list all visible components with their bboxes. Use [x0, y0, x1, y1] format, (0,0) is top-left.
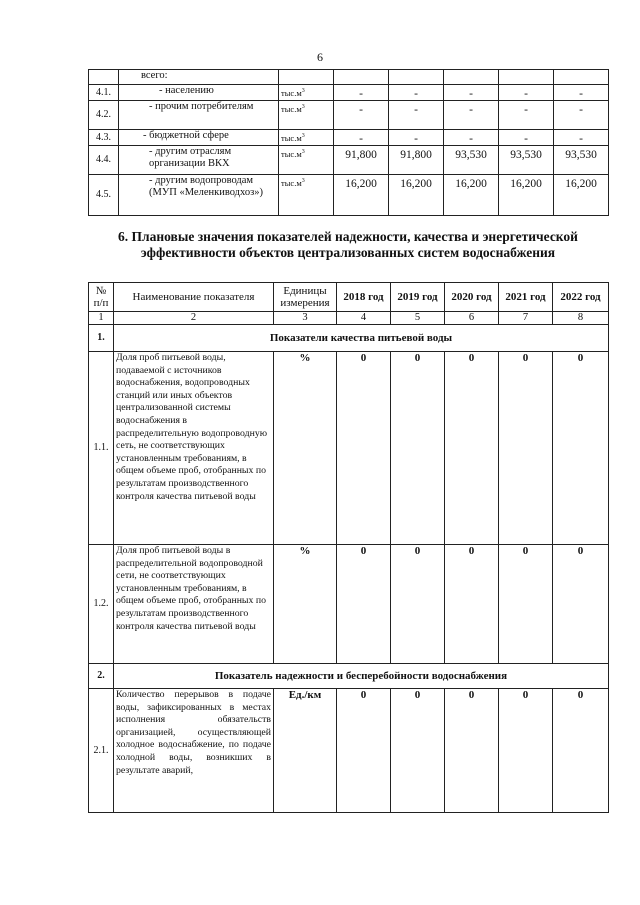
row-name: всего:: [119, 70, 279, 85]
row-number: 4.3.: [89, 130, 119, 146]
table-row: [89, 130, 609, 146]
value-cell: 16,200: [444, 175, 499, 216]
header-year: 2021 год: [499, 283, 553, 312]
value-cell: 0: [553, 352, 609, 545]
row-name: - населению: [119, 85, 279, 101]
section-number: 1.: [89, 325, 114, 352]
value-cell: -: [334, 101, 389, 130]
indicator-unit: Ед./км: [274, 689, 337, 813]
value-cell: 93,530: [554, 146, 609, 175]
row-number: 1.2.: [89, 545, 114, 664]
column-number: 7: [499, 312, 553, 325]
table-row: [89, 545, 609, 664]
table-row: [89, 352, 609, 545]
value-cell: 0: [499, 352, 553, 545]
row-unit: [279, 175, 334, 216]
value-cell: 0: [499, 545, 553, 664]
value-cell: 0: [337, 689, 391, 813]
table-header-row: [89, 283, 609, 312]
row-number: 4.4.: [89, 146, 119, 175]
value-cell: 93,530: [444, 146, 499, 175]
section-number: 2.: [89, 664, 114, 689]
table-row: [89, 146, 609, 175]
value-cell: 0: [445, 545, 499, 664]
table-row: [89, 70, 609, 85]
section-title: Показатель надежности и бесперебойности водоснабжения: [114, 664, 609, 689]
table-row: [89, 175, 609, 216]
indicator-unit: %: [274, 545, 337, 664]
header-num: № п/п: [89, 283, 114, 312]
unit-superscript: 3: [301, 149, 305, 155]
row-number: 4.1.: [89, 85, 119, 101]
value-cell: -: [334, 85, 389, 101]
column-number: 3: [274, 312, 337, 325]
unit-text: тыс.м: [281, 87, 302, 98]
unit-superscript: 3: [301, 178, 305, 184]
indicator-name: Доля проб питьевой воды, подаваемой с источников водоснабжения, водопроводных станций или иных объектов централизованной системы водоснабжения в распределительную водопроводную сеть, не соответствующих установленным требованиям, в общем объеме проб, отобранных по результатам производственного контроля качества питьевой воды: [114, 352, 274, 545]
row-number: [89, 70, 119, 85]
header-unit: Единицы измерения: [274, 283, 337, 312]
page-number: 6: [317, 50, 323, 64]
value-cell: [499, 70, 554, 85]
value-cell: 0: [391, 545, 445, 664]
section-row: [89, 325, 609, 352]
value-cell: 0: [337, 545, 391, 664]
row-number: 2.1.: [89, 689, 114, 813]
indicator-name: Доля проб питьевой воды в распределительной водопроводной сети, не соответствующих установленным требованиям, в общем объеме проб, отобранных по результатам производственного контроля качества питьевой воды: [114, 545, 274, 664]
row-number: 4.5.: [89, 175, 119, 216]
section-title: Показатели качества питьевой воды: [114, 325, 609, 352]
table-row: [89, 689, 609, 813]
row-unit: [279, 130, 334, 146]
header-year: 2022 год: [553, 283, 609, 312]
value-cell: 16,200: [554, 175, 609, 216]
row-unit: [279, 70, 334, 85]
unit-superscript: 3: [301, 88, 305, 94]
supply-volume-table: [88, 69, 609, 216]
value-cell: -: [444, 101, 499, 130]
value-cell: 0: [445, 689, 499, 813]
value-cell: -: [444, 130, 499, 146]
value-cell: [554, 70, 609, 85]
row-name: - бюджетной сфере: [119, 130, 279, 146]
column-number: 6: [445, 312, 499, 325]
unit-superscript: 3: [301, 133, 305, 139]
row-unit: [279, 101, 334, 130]
value-cell: 0: [499, 689, 553, 813]
indicators-table: [88, 282, 609, 813]
value-cell: -: [389, 101, 444, 130]
unit-text: тыс.м: [281, 177, 302, 188]
column-number: 1: [89, 312, 114, 325]
value-cell: 93,530: [499, 146, 554, 175]
header-name: Наименование показателя: [114, 283, 274, 312]
value-cell: 0: [553, 689, 609, 813]
value-cell: -: [554, 101, 609, 130]
column-number: 8: [553, 312, 609, 325]
row-name: - другим отраслям организации ВКХ: [119, 146, 279, 175]
value-cell: [389, 70, 444, 85]
value-cell: 0: [391, 689, 445, 813]
row-number: 1.1.: [89, 352, 114, 545]
indicator-name: Количество перерывов в подаче воды, зафиксированных в местах исполнения обязательств организацией, осуществляющей холодное водоснабжение, по подаче холодной воды, возникших в результате аварий,: [114, 689, 274, 813]
header-year: 2020 год: [445, 283, 499, 312]
indicator-unit: %: [274, 352, 337, 545]
header-year: 2019 год: [391, 283, 445, 312]
unit-text: тыс.м: [281, 148, 302, 159]
value-cell: 0: [553, 545, 609, 664]
value-cell: 16,200: [334, 175, 389, 216]
unit-text: тыс.м: [281, 103, 302, 114]
value-cell: -: [499, 85, 554, 101]
value-cell: -: [444, 85, 499, 101]
value-cell: -: [389, 130, 444, 146]
row-name: - прочим потребителям: [119, 101, 279, 130]
table-row: [89, 85, 609, 101]
value-cell: [444, 70, 499, 85]
row-unit: [279, 146, 334, 175]
column-number: 2: [114, 312, 274, 325]
value-cell: 16,200: [499, 175, 554, 216]
value-cell: -: [499, 130, 554, 146]
value-cell: 91,800: [389, 146, 444, 175]
unit-superscript: 3: [301, 104, 305, 110]
row-unit: [279, 85, 334, 101]
value-cell: 16,200: [389, 175, 444, 216]
value-cell: [334, 70, 389, 85]
column-number-row: [89, 312, 609, 325]
table-row: [89, 101, 609, 130]
value-cell: 0: [445, 352, 499, 545]
section-6-title: 6. Плановые значения показателей надежности, качества и энергетической эффективности объектов централизованных систем водоснабжения: [118, 229, 578, 260]
value-cell: 0: [337, 352, 391, 545]
value-cell: -: [554, 85, 609, 101]
value-cell: 91,800: [334, 146, 389, 175]
unit-text: тыс.м: [281, 132, 302, 143]
value-cell: 0: [391, 352, 445, 545]
row-name: - другим водопроводам (МУП «Меленкиводхоз»): [119, 175, 279, 216]
column-number: 4: [337, 312, 391, 325]
value-cell: -: [554, 130, 609, 146]
value-cell: -: [389, 85, 444, 101]
value-cell: -: [499, 101, 554, 130]
section-row: [89, 664, 609, 689]
row-number: 4.2.: [89, 101, 119, 130]
value-cell: -: [334, 130, 389, 146]
column-number: 5: [391, 312, 445, 325]
header-year: 2018 год: [337, 283, 391, 312]
